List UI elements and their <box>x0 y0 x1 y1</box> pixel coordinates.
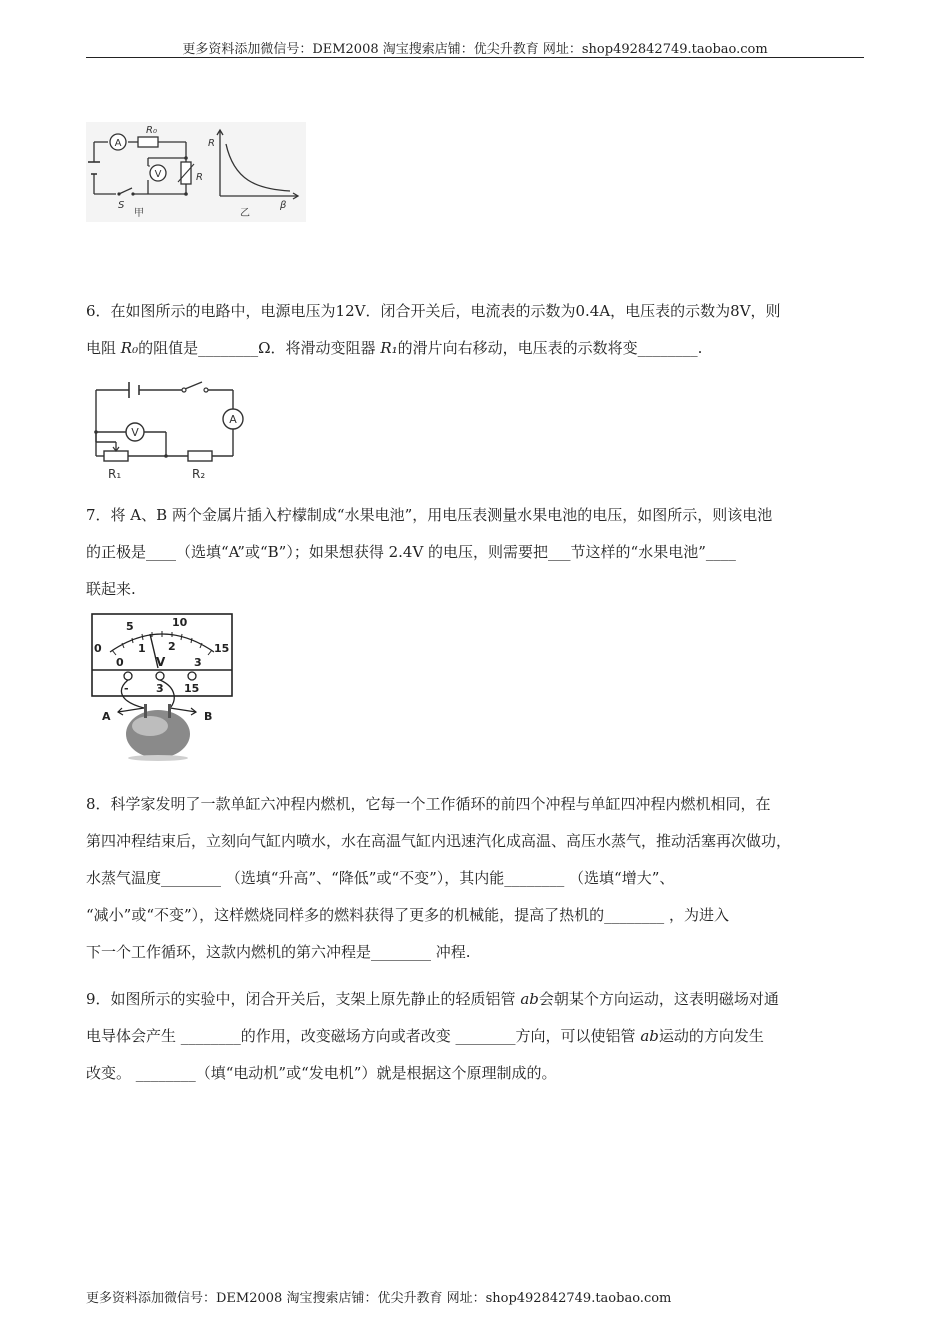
question-9-line-3: 改变。 ________（填“电动机”或“发电机”）就是根据这个原理制成的。 <box>86 1064 557 1082</box>
figure-q6-svg <box>86 374 256 486</box>
figure-q5 <box>86 122 306 222</box>
page-footer: 更多资料添加微信号：DEM2008 淘宝搜索店铺：优尖升教育 网址：shop492842749.taobao.com <box>86 1291 672 1306</box>
terminal-3: 3 <box>156 682 164 695</box>
plate-b-label: B <box>204 710 213 723</box>
question-7-line-3: 联起来. <box>86 580 136 598</box>
resistor-r2-q6 <box>188 451 212 461</box>
question-8-line-4: “减小”或“不变”），这样燃烧同样多的燃料获得了更多的机械能，提高了热机的________ ，为进入 <box>86 906 729 924</box>
graph-q5-y-label: R <box>208 138 215 149</box>
question-8-line-1: 8．科学家发明了一款单缸六冲程内燃机，它每一个工作循环的前四个冲程与单缸四冲程内燃机相同，在 <box>86 795 771 813</box>
top-scale-10: 10 <box>172 616 188 629</box>
q9-symbol-ab-2: ab <box>640 1027 659 1045</box>
figure-q5-caption-left: 甲 <box>134 208 144 219</box>
top-scale-15: 15 <box>214 642 230 655</box>
resistor-r2-q6-label: R₂ <box>192 467 206 481</box>
q9-line2-part-b: 运动的方向发生 <box>658 1027 764 1045</box>
metal-plate-b <box>168 704 171 718</box>
page-header: 更多资料添加微信号：DEM2008 淘宝搜索店铺：优尖升教育 网址：shop492842749.taobao.com <box>182 42 768 57</box>
q9-symbol-ab-1: ab <box>520 990 539 1008</box>
header-divider <box>86 57 864 58</box>
question-8 <box>86 786 864 971</box>
bottom-scale-3: 3 <box>194 656 202 669</box>
question-9 <box>86 981 864 1092</box>
figure-q6 <box>86 374 256 486</box>
q6-line2-part-b: 的阻值是________Ω．将滑动变阻器 <box>138 339 381 357</box>
question-7-line-1: 7．将 A、B 两个金属片插入柠檬制成“水果电池”，用电压表测量水果电池的电压，如图所示，则该电池 <box>86 506 773 524</box>
voltmeter-q5-label: V <box>154 169 162 180</box>
voltmeter-unit: V <box>156 655 166 669</box>
bottom-scale-2: 2 <box>168 640 176 653</box>
question-8-line-2: 第四冲程结束后，立刻向气缸内喷水，水在高温气缸内迅速汽化成高温、高压水蒸气，推动活塞再次做功， <box>86 832 792 850</box>
ammeter-q5-label: A <box>114 138 122 149</box>
voltmeter-q5 <box>150 165 166 181</box>
voltmeter-q6-label: V <box>131 426 139 439</box>
q6-symbol-r1: R₁ <box>380 339 398 357</box>
switch-q6 <box>182 382 208 392</box>
question-9-line-1 <box>86 981 864 1018</box>
q6-symbol-r0: R₀ <box>120 339 139 357</box>
question-7 <box>86 497 864 608</box>
top-scale-5: 5 <box>126 620 134 633</box>
figure-q7-svg <box>86 612 236 764</box>
q9-line2-part-a: 电导体会产生 ________的作用，改变磁场方向或者改变 ________方向，可以使铝管 <box>86 1027 641 1045</box>
question-8-line-3: 水蒸气温度________ （选填“升高”、“降低”或“不变”），其内能________ （选填“增大”、 <box>86 869 675 887</box>
battery-q6 <box>129 382 139 398</box>
question-9-line-2 <box>86 1018 864 1055</box>
q6-line2-part-c: 的滑片向右移动，电压表的示数将变________. <box>397 339 703 357</box>
switch-q5-label: S <box>118 200 125 211</box>
rheostat-r1-q6-label: R₁ <box>108 467 122 481</box>
ammeter-q5 <box>110 134 126 150</box>
graph-q5-x-label: β <box>280 200 287 211</box>
variable-resistor-q5-label: R <box>196 172 203 183</box>
bottom-scale-1: 1 <box>138 642 146 655</box>
top-scale-0: 0 <box>94 642 102 655</box>
metal-plate-a <box>144 704 147 718</box>
question-6 <box>86 293 864 367</box>
ammeter-q6 <box>223 409 243 429</box>
figure-q5-svg <box>86 122 306 222</box>
resistor-r0-q5 <box>138 137 158 147</box>
q9-line1-part-a: 9．如图所示的实验中，闭合开关后，支架上原先静止的轻质铝管 <box>86 990 521 1008</box>
question-8-line-5: 下一个工作循环，这款内燃机的第六冲程是________ 冲程. <box>86 943 471 961</box>
voltmeter-q6 <box>126 423 144 441</box>
resistor-r0-q5-label: R₀ <box>146 125 157 136</box>
question-7-line-2: 的正极是____（选填“A”或“B”）；如果想获得 2.4V 的电压，则需要把___节这样的“水果电池”____ <box>86 543 736 561</box>
ammeter-q6-label: A <box>229 413 237 426</box>
figure-q5-caption-right: 乙 <box>240 208 250 219</box>
plate-a-label: A <box>102 710 111 723</box>
bottom-scale-0: 0 <box>116 656 124 669</box>
q9-line1-part-b: 会朝某个方向运动，这表明磁场对通 <box>538 990 779 1008</box>
lemon-highlight <box>132 716 168 736</box>
q6-line2-part-a: 电阻 <box>86 339 121 357</box>
question-6-line-2 <box>86 330 864 367</box>
figure-q7 <box>86 612 236 764</box>
rheostat-r1-q6 <box>104 451 128 461</box>
question-6-line-1: 6．在如图所示的电路中，电源电压为12V．闭合开关后，电流表的示数为0.4A，电压表的示数为8V，则 <box>86 302 781 320</box>
terminal-15: 15 <box>184 682 200 695</box>
terminal-negative: - <box>124 682 129 695</box>
